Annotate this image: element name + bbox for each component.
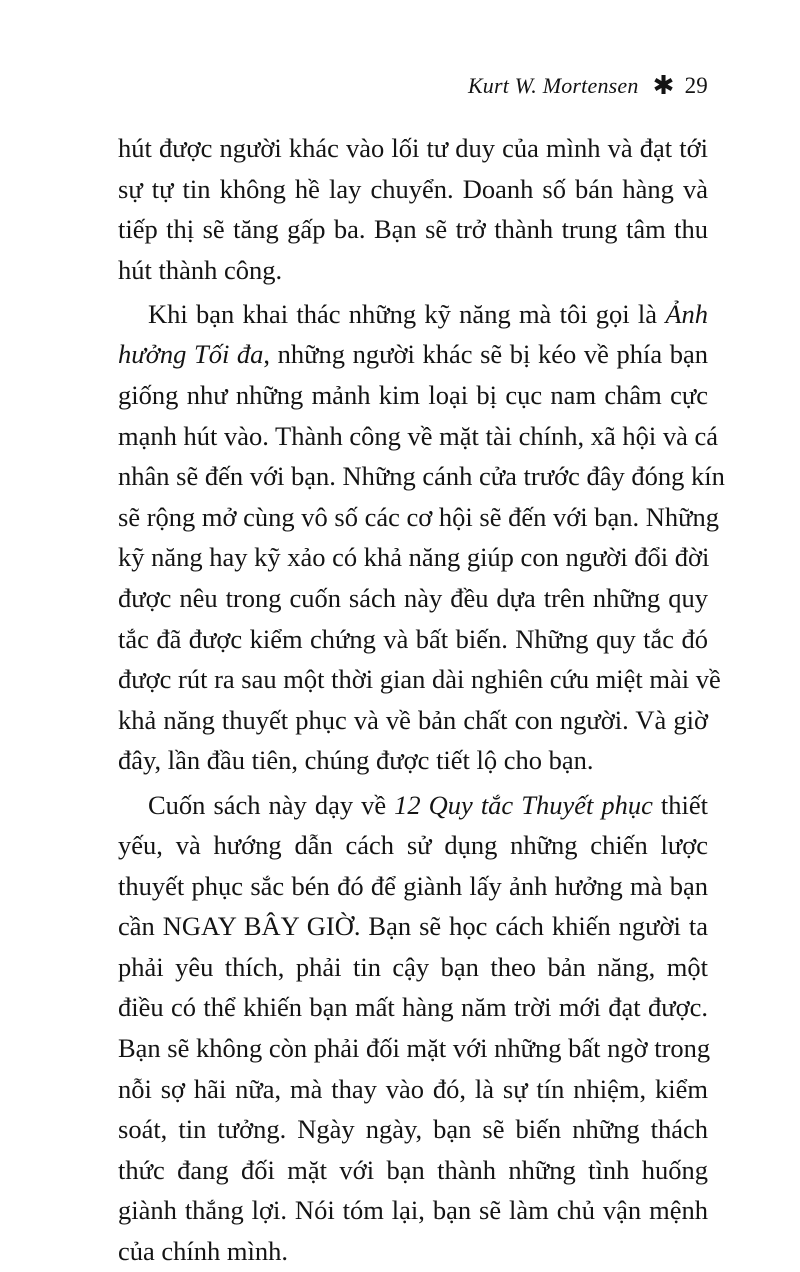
text-line: hút thành công. xyxy=(118,254,283,285)
text-line xyxy=(118,334,708,375)
text-line: giống như những mảnh kim loại bị cục nam châm cực xyxy=(118,380,708,411)
text-line: phải yêu thích, phải tin cậy bạn theo bản năng, một xyxy=(118,951,708,982)
page-number: 29 xyxy=(684,73,708,98)
text-line: soát, tin tưởng. Ngày ngày, bạn sẽ biến những thách xyxy=(118,1114,708,1145)
text-line: của chính mình. xyxy=(118,1236,288,1267)
text-run: Khi bạn khai thác những kỹ năng mà tôi gọi là xyxy=(148,298,666,329)
text-line: sẽ rộng mở cùng vô số các cơ hội sẽ đến với bạn. Những xyxy=(118,501,719,532)
text-line: được rút ra sau một thời gian dài nghiên cứu miệt mài về xyxy=(118,664,721,695)
text-line: nỗi sợ hãi nữa, mà thay vào đó, là sự tín nhiệm, kiểm xyxy=(118,1073,708,1104)
text-line: tiếp thị sẽ tăng gấp ba. Bạn sẽ trở thành trung tâm thu xyxy=(118,214,708,245)
text-line: sự tự tin không hề lay chuyển. Doanh số bán hàng và xyxy=(118,173,708,204)
text-line: đây, lần đầu tiên, chúng được tiết lộ cho bạn. xyxy=(118,745,594,776)
paragraph xyxy=(118,785,711,1272)
text-line: thức đang đối mặt với bạn thành những tình huống xyxy=(118,1154,708,1185)
asterisk-ornament-icon: ✱ xyxy=(652,71,675,100)
paragraph xyxy=(118,294,725,781)
text-line: điều có thể khiến bạn mất hàng năm trời mới đạt được. xyxy=(118,992,708,1023)
text-run: thiết xyxy=(652,789,708,820)
text-line: nhân sẽ đến với bạn. Những cánh cửa trước đây đóng kín xyxy=(118,461,725,492)
text-line: tắc đã được kiểm chứng và bất biến. Những quy tắc đó xyxy=(118,623,708,654)
text-line: yếu, và hướng dẫn cách sử dụng những chiến lược xyxy=(118,830,708,861)
text-line: được nêu trong cuốn sách này đều dựa trên những quy xyxy=(118,583,708,614)
italic-text-run: 12 Quy tắc Thuyết phục xyxy=(394,789,653,820)
text-line: cần NGAY BÂY GIỜ. Bạn sẽ học cách khiến người ta xyxy=(118,911,708,942)
italic-text-run: hưởng Tối đa xyxy=(118,339,264,370)
header-author: Kurt W. Mortensen xyxy=(467,73,639,98)
running-header xyxy=(468,70,708,100)
text-line: giành thắng lợi. Nói tóm lại, bạn sẽ làm chủ vận mệnh xyxy=(118,1195,708,1226)
italic-text-run: Ảnh xyxy=(665,298,708,329)
text-line: khả năng thuyết phục và về bản chất con người. Và giờ xyxy=(118,704,708,735)
text-line: Bạn sẽ không còn phải đối mặt với những bất ngờ trong xyxy=(118,1033,711,1064)
text-line: kỹ năng hay kỹ xảo có khả năng giúp con người đổi đời xyxy=(118,542,710,573)
text-run: , những người khác sẽ bị kéo về phía bạn xyxy=(263,339,708,370)
text-run: Cuốn sách này dạy về xyxy=(148,789,395,820)
text-line: hút được người khác vào lối tư duy của mình và đạt tới xyxy=(118,133,708,163)
paragraph xyxy=(118,128,708,290)
text-line xyxy=(118,785,708,826)
text-line: thuyết phục sắc bén đó để giành lấy ảnh hưởng mà bạn xyxy=(118,870,708,901)
body-text xyxy=(118,128,725,1272)
text-line xyxy=(118,294,708,335)
text-line: mạnh hút vào. Thành công về mặt tài chính, xã hội và cá xyxy=(118,420,719,451)
